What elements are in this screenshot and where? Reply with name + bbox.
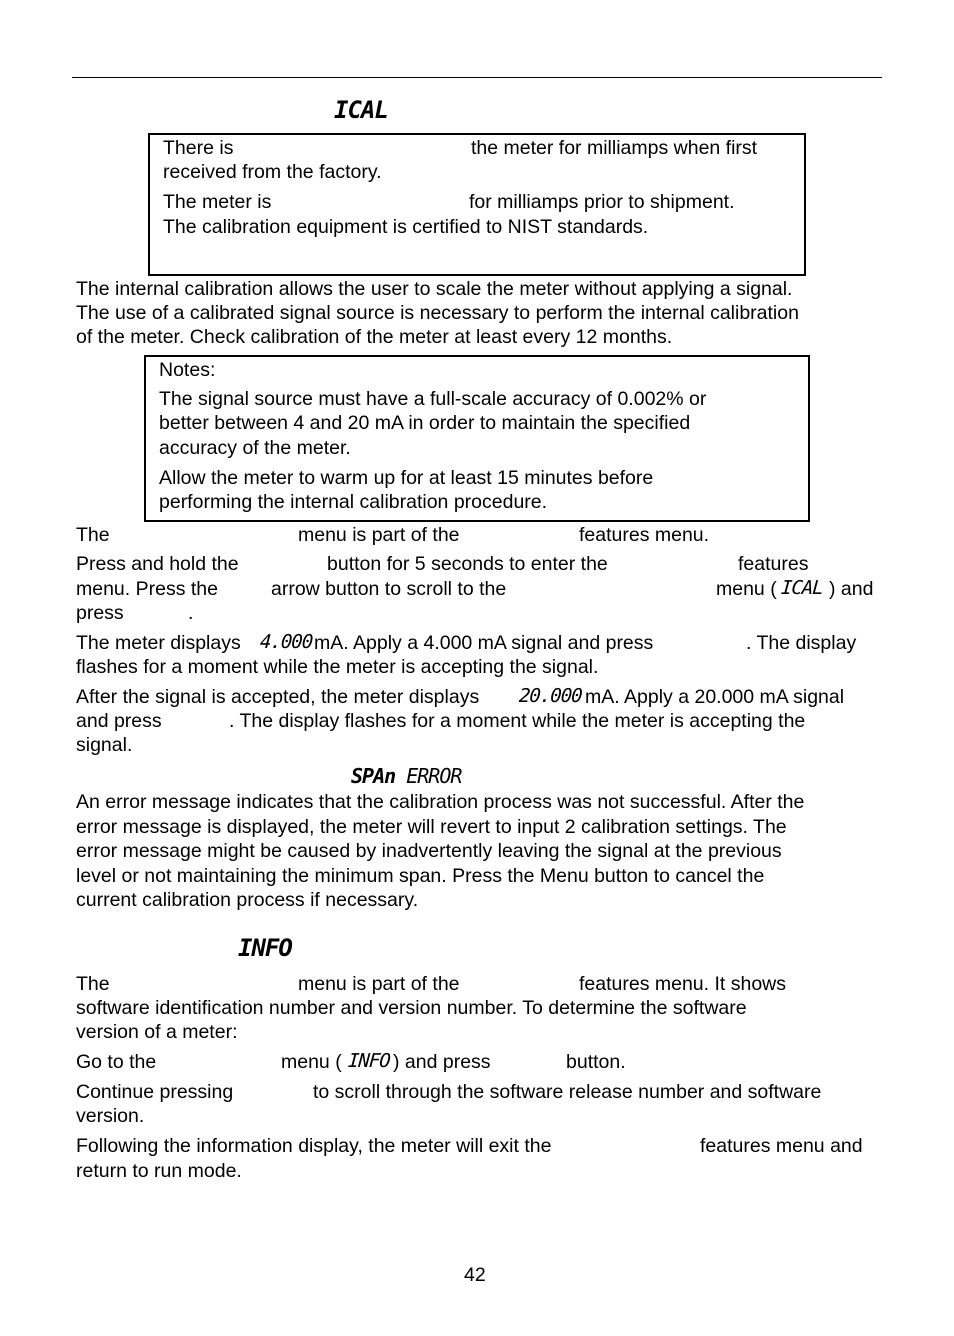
body-text: After the signal is accepted, the meter displays <box>76 686 480 708</box>
notes-text: The signal source must have a full-scale accuracy of 0.002% or <box>159 388 707 410</box>
ical-heading: ICAL <box>334 96 388 124</box>
notes-text: Allow the meter to warm up for at least 15 minutes before <box>159 467 654 489</box>
error-word: ERROR <box>406 764 462 788</box>
body-text: and press <box>76 710 162 732</box>
body-text: features menu. <box>579 524 710 546</box>
span-word: SPAn <box>351 764 396 788</box>
body-text: ) and press <box>393 1051 491 1073</box>
body-text: features menu. It shows <box>579 973 787 995</box>
body-text: The <box>76 524 110 546</box>
body-text: mA. Apply a 20.000 mA signal <box>585 686 845 708</box>
body-text: menu ( <box>716 578 777 600</box>
notes-title: Notes: <box>159 359 216 381</box>
info-display-text: INFO <box>347 1050 391 1072</box>
body-text: version of a meter: <box>76 1021 238 1043</box>
body-text: arrow button to scroll to the <box>271 578 507 600</box>
body-text: ) and <box>829 578 874 600</box>
body-text: The internal calibration allows the user to scale the meter without applying a signal. <box>76 278 793 300</box>
body-text: The use of a calibrated signal source is necessary to perform the internal calibration <box>76 302 799 324</box>
box1-text: There is <box>163 137 234 159</box>
body-text: to scroll through the software release number and software <box>313 1081 822 1103</box>
body-text: signal. <box>76 734 133 756</box>
body-text: button. <box>566 1051 626 1073</box>
body-text: menu ( <box>281 1051 342 1073</box>
body-text: software identification number and version number. To determine the software <box>76 997 747 1019</box>
body-text: The meter displays <box>76 632 241 654</box>
body-text: Continue pressing <box>76 1081 234 1103</box>
body-text: features <box>738 553 809 575</box>
body-text: return to run mode. <box>76 1160 242 1182</box>
body-text: current calibration process if necessary. <box>76 889 419 911</box>
body-text: features menu and <box>700 1135 863 1157</box>
body-text: menu. Press the <box>76 578 218 600</box>
box1-text: The meter is <box>163 191 272 213</box>
body-text: error message is displayed, the meter will revert to input 2 calibration settings. The <box>76 816 787 838</box>
body-text: Following the information display, the meter will exit the <box>76 1135 552 1157</box>
body-text: flashes for a moment while the meter is accepting the signal. <box>76 656 599 678</box>
body-text: mA. Apply a 4.000 mA signal and press <box>314 632 654 654</box>
notes-text: better between 4 and 20 mA in order to maintain the specified <box>159 412 691 434</box>
body-text: error message might be caused by inadvertently leaving the signal at the previous <box>76 840 782 862</box>
page-number: 42 <box>464 1264 486 1286</box>
body-text: menu is part of the <box>298 524 460 546</box>
notes-text: accuracy of the meter. <box>159 437 351 459</box>
box1-text: The calibration equipment is certified to NIST standards. <box>163 216 649 238</box>
box1-text: received from the factory. <box>163 161 382 183</box>
body-text: menu is part of the <box>298 973 460 995</box>
body-text: version. <box>76 1105 145 1127</box>
header-rule <box>72 77 882 78</box>
body-text: Go to the <box>76 1051 157 1073</box>
body-text: . The display <box>746 632 857 654</box>
body-text: . The display flashes for a moment while the meter is accepting the <box>229 710 806 732</box>
body-text: . <box>188 602 194 624</box>
body-text: of the meter. Check calibration of the meter at least every 12 months. <box>76 326 673 348</box>
notes-text: performing the internal calibration procedure. <box>159 491 548 513</box>
box1-text: for milliamps prior to shipment. <box>469 191 735 213</box>
box1-text: the meter for milliamps when first <box>471 137 758 159</box>
body-text: level or not maintaining the minimum span. Press the Menu button to cancel the <box>76 865 765 887</box>
body-text: press <box>76 602 124 624</box>
body-text: The <box>76 973 110 995</box>
body-text: Press and hold the <box>76 553 239 575</box>
info-heading: INFO <box>238 934 292 962</box>
span-error-display <box>351 766 461 786</box>
ical-display-text: ICAL <box>780 577 824 599</box>
display-4000: 4.000 <box>259 631 314 653</box>
body-text: button for 5 seconds to enter the <box>327 553 608 575</box>
display-20000: 20.000 <box>518 685 583 707</box>
body-text: An error message indicates that the calibration process was not successful. After the <box>76 791 805 813</box>
